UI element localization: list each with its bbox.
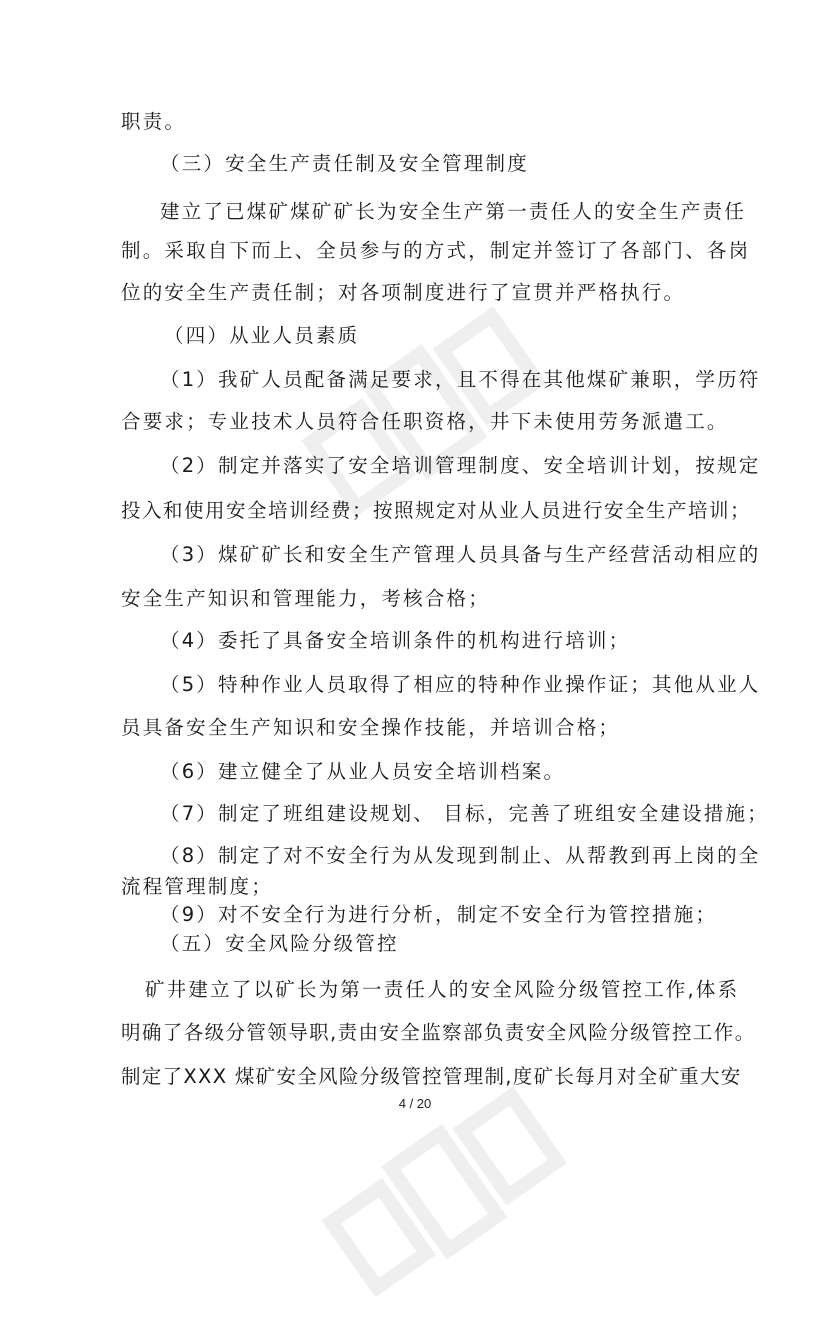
body-text-line: （5）特种作业人员取得了相应的特种作业操作证；其他从业人	[160, 673, 761, 696]
body-text-line: 安全生产知识和管理能力，考核合格；	[121, 587, 490, 610]
body-text-line: （8）制定了对不安全行为从发现到制止、从帮教到再上岗的全	[160, 844, 761, 867]
body-text-line: （2）制定并落实了安全培训管理制度、安全培训计划，按规定	[160, 454, 761, 477]
body-text-line: （9）对不安全行为进行分析，制定不安全行为管控措施；	[160, 903, 718, 926]
body-text-line: 职责。	[121, 110, 187, 133]
body-text-line: 明确了各级分管领导职,责由安全监察部负责安全风险分级管控工作。	[121, 1021, 756, 1044]
body-text-line: （4）委托了具备安全培训条件的机构进行培训；	[160, 629, 631, 652]
body-text-line: 建立了已煤矿煤矿矿长为安全生产第一责任人的安全生产责任	[160, 200, 746, 223]
body-text-line: 流程管理制度；	[121, 875, 273, 898]
section-heading: （四）从业人员素质	[164, 324, 360, 347]
section-heading: （三）安全生产责任制及安全管理制度	[160, 152, 529, 175]
body-text-line: （7）制定了班组建设规划、 目标，完善了班组安全建设措施；	[160, 802, 769, 825]
watermark-icon	[320, 1080, 580, 1320]
body-text-line: 制定了XXX 煤矿安全风险分级管控管理制,度矿长每月对全矿重大安	[121, 1065, 742, 1088]
body-text-line: 位的安全生产责任制；对各项制度进行了宣贯并严格执行。	[121, 281, 686, 304]
body-text-line: （1）我矿人员配备满足要求，且不得在其他煤矿兼职，学历符	[160, 368, 761, 391]
body-text-line: 投入和使用安全培训经费；按照规定对从业人员进行安全生产培训；	[121, 499, 752, 522]
page-number: 4 / 20	[398, 1096, 432, 1111]
body-text-line: （3）煤矿矿长和安全生产管理人员具备与生产经营活动相应的	[160, 543, 761, 566]
body-text-line: （6）建立健全了从业人员安全培训档案。	[160, 760, 566, 783]
body-text-line: 矿井建立了以矿长为第一责任人的安全风险分级管控工作,体系	[145, 978, 740, 1001]
body-text-line: 员具备安全生产知识和安全操作技能，并培训合格；	[121, 716, 621, 739]
body-text-line: 制。采取自下而上、全员参与的方式，制定并签订了各部门、各岗	[121, 239, 751, 262]
body-text-line: 合要求；专业技术人员符合任职资格，井下未使用劳务派遣工。	[121, 410, 729, 433]
section-heading: （五）安全风险分级管控	[160, 932, 399, 955]
